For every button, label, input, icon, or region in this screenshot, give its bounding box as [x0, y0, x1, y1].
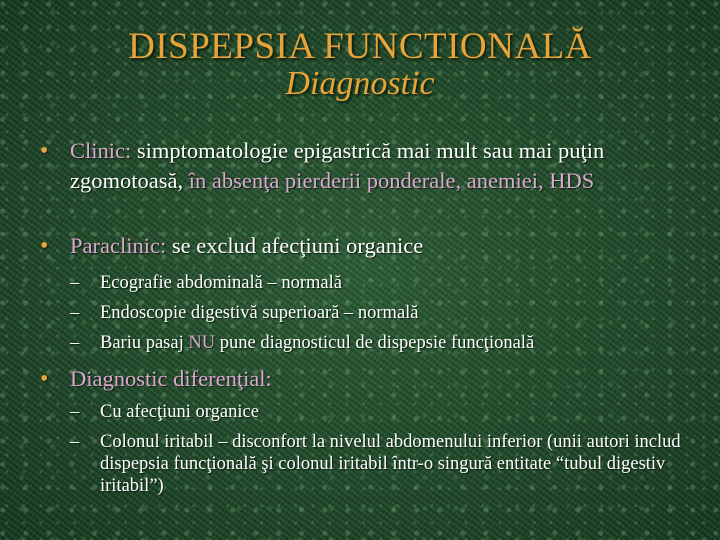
bullet-dot-icon: • [40, 233, 49, 259]
paraclinic-item [70, 302, 690, 324]
clinic-text-highlight: în absenţa pierderii ponderale, anemiei, HDS [188, 168, 595, 193]
diferential-item [70, 431, 682, 497]
clinic-text: simptomatologie epigastrică mai mult sau mai puţin zgomotoasă, [70, 138, 605, 193]
paraclinic-label: Paraclinic: [70, 233, 167, 258]
diferential-item [70, 401, 690, 423]
bullet-paraclinic [40, 231, 680, 261]
paraclinic-item-text: Ecografie abdominală – normală [100, 273, 342, 293]
bullet-dot-icon: • [40, 138, 49, 164]
paraclinic-item [70, 272, 690, 294]
dash-icon: – [70, 303, 80, 323]
dash-icon: – [70, 432, 80, 452]
paraclinic-item [70, 332, 690, 354]
paraclinic-item-text: Endoscopie digestivă superioară – normală [100, 303, 419, 323]
bullet-clinic [40, 136, 680, 196]
slide-subtitle: Diagnostic [285, 64, 435, 102]
bullet-dot-icon: • [40, 366, 49, 392]
clinic-label: Clinic: [70, 138, 132, 163]
dash-icon: – [70, 333, 80, 353]
diferential-item-text: Cu afecţiuni organice [100, 402, 259, 422]
paraclinic-text: se exclud afecţiuni organice [166, 233, 424, 258]
slide-title: DISPEPSIA FUNCTIONALĂ [128, 26, 592, 67]
dash-icon: – [70, 273, 80, 293]
dash-icon: – [70, 402, 80, 422]
diferential-label: Diagnostic diferenţial: [70, 366, 272, 391]
paraclinic-item-text: pune diagnosticul de dispepsie funcţională [215, 333, 535, 353]
diferential-item-text: Colonul iritabil – disconfort la nivelul abdomenului inferior (unii autori includ dispepsia funcţională şi colonul iritabil într-o singură entitate “tubul digestiv iritabil”) [100, 432, 681, 496]
paraclinic-item-highlight: NU [188, 333, 216, 353]
paraclinic-item-text: Bariu pasaj [100, 333, 189, 353]
bullet-diferential [40, 364, 680, 394]
